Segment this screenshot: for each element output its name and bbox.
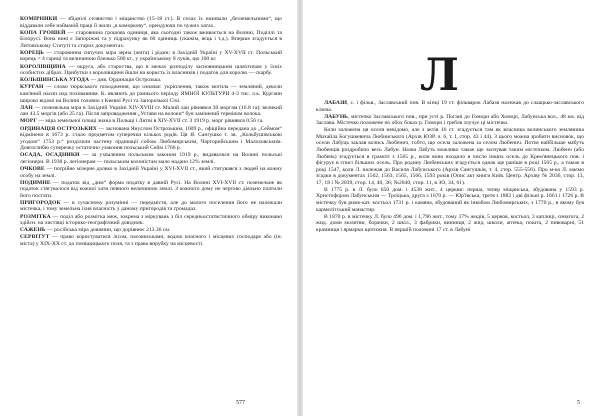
glossary-entry: [20, 180, 282, 200]
entry-definition: — слово тюркського походження, що означає: укріплення, також могила — земляний, деколи кам'яний насип над похованням. К. являють до раннього періоду ЯМНОЇ КУЛЬТУРИ 4-3 тис. л.к. Кургани широко відомі на Волині головно з Києвої Русі та Запорозької Січі.: [20, 84, 282, 104]
glossary-entry: [20, 152, 282, 165]
glossary-entry: [20, 126, 282, 152]
entry-term: КОПА ГРОШЕЙ: [20, 29, 66, 36]
entry-definition: — округа, або староства, що в межах розподілу засновницьким шляхтичам у їхніх особистих дібрах. Прибутки з королівщини йшли на користь їх власників і податок для королю — скарбу.: [20, 63, 282, 77]
entry-term: ПРИГОРОДОК: [20, 199, 61, 206]
entry-term: КОМІРНИКИ: [20, 16, 58, 22]
article-paragraph: [316, 100, 584, 113]
glossary-entry: [20, 77, 282, 84]
entry-definition: — див. Ординація Острозька.: [89, 77, 162, 84]
entry-term: ЛАН: [20, 104, 33, 111]
article-paragraph: [316, 187, 584, 213]
section-letter: Л: [420, 50, 461, 101]
entry-definition: — старовинна сипучих міра зерна (жита) і рідин; в Західній Україні у XV-XVII ст. Польський корець = 4 гарнці та величиною близько 500 кг., у українському 8 луків, що 100 кг.: [20, 49, 282, 63]
entry-definition: — заснована Януслом Острозьким, 1609 р., офіційна передана до „Сеймом“ відмінено в 1673 р. стало предметом суперечки кількох родів. Ця Я. Санґушко т. зв. „Кольбушівською угодою“ 1753 р.“ розділили частину ординації собою Любомирським, Чарторийським і Малоховським. Довгоглибю суперечку остаточно узаконив польський Сейм 1766 р.: [20, 125, 282, 152]
glossary-entry: [20, 227, 282, 234]
entry-definition: — поземельна міра в Західній Україні XIV-XVIII ст. Малий лан рівнявся 30 моргам (16.8 га); великий лан 43.5 моргів (або 25 га). Після запровадження „Устави на волоки“ був замінений терміном волока.: [20, 104, 282, 118]
glossary-entry: [20, 84, 282, 104]
left-page-number: 577: [236, 400, 245, 406]
glossary-column: [20, 16, 282, 248]
article-paragraph: [316, 214, 584, 234]
glossary-entry: [20, 30, 282, 50]
entry-term: РОЗМІТКА: [20, 213, 51, 220]
glossary-entry: [20, 118, 282, 125]
entry-term: КОРОЛІВЩИНА: [20, 63, 66, 70]
article-text: В 1870 р. в містечку Л. було 496 дом. і 1,796 жит., тому 37% жидів, 5 церков, костьол, 3 каплиці, синагога, 2 жид. доми молитви, борачки, 2 шкіл., 3 фабрики, винниця, 2 жид. школи, аптека, пошта, 2 пивоварні, 51 крамниця і ярмарки щотижня. В першій половині 17 ст. в Лабуні: [316, 213, 584, 233]
right-page: [300, 0, 600, 416]
right-page-number: 5: [577, 400, 580, 406]
glossary-entry: [20, 50, 282, 63]
entry-term: СЕРВІТУТ: [20, 234, 50, 241]
entry-definition: — поділ або розмітка меж, зокрема з міркувань з біл середньостатистичного обміру виконано здійсн. на листівці історико-географічний довідник.: [20, 213, 282, 227]
entry-term: САЖЕНЬ: [20, 227, 46, 234]
article-term: ЛАБАЗИ: [324, 100, 348, 106]
glossary-entry: [20, 234, 282, 247]
entry-definition: — російська міра довжини, що дорівнює 213.36 см.: [45, 227, 171, 234]
entry-term: КУРГАН: [20, 84, 44, 91]
article-term: ЛАБУНЬ: [324, 113, 348, 120]
glossary-entry: [20, 16, 282, 29]
entry-definition: — право користуватися лісом, пасовиськами, водою власного і місцевих господаря або (ін. міста) у XIX-XX ст. до поміщицького поля, та з права вирубку на місцевості.: [20, 234, 282, 247]
entry-term: ПОДИМНЕ: [20, 179, 51, 186]
article-text: , містечко Заславського пов., при усті р. Погані до Гомори або Хоморі, Лабунська вол., 48 км. від Заслава. Містечко положене по обох боках р. Гомори і гребля злучує ці містечко.: [316, 113, 584, 127]
entry-definition: — старовинна грошова одиниця, яка сьогодні також вживається на Волині, Поділлі та Білорусі. Вона нині є Запоріжжі та у підрахунку як 60 одиниць (скажім, яєць і т.д.). Вперше згадується в Литовському Статуті та старих документах.: [20, 29, 282, 49]
entry-term: ОСАДА, ОСАДНИКИ: [20, 152, 80, 159]
entry-definition: — податок від „дим“ форма податку в давній Русі. На Волині XVI-XVII ст. поземельне як податок стягувалося від кожної хати певного величиною землі. З кожного дому не чергово діяльно платили його постати.: [20, 179, 282, 199]
entry-term: КОРЕЦЬ: [20, 49, 45, 56]
article-column: [316, 100, 584, 234]
article-text: В 1775 р. в Л. було 650 дом. і 4538 жит., 4 церкви: перша, тепер міщанська, збудована у 1593 р. Христофором Лабунським — Троїцька, друга з 1670 р. — Юр'ївська, третя з 1882 і дві фільні р. 1661 і 1726 р. В містечку був римо-кат. костьол 1731 р. і камяна, збудований як інкобом Любомирських, з 1770 р., в якому був кармелітський манастир.: [316, 186, 584, 213]
glossary-entry: [20, 214, 282, 227]
glossary-entry: [20, 200, 282, 213]
glossary-entry: [20, 105, 282, 118]
entry-term: МОРГ: [20, 118, 38, 125]
article-text: Коли заложена ця оселя невідомо, але з актів 16 ст. згадується там як власника волинського землянина Михайла Богушкевича Любинського (Архів ЮЗР. ч. 6, т. I, стор. 43 і 44). З цього можна зробити висновок, що осели Лабуць заклав колись Любенич, тобто, що осела заложена за селом Любенич. Потім найбільше мабуть Любенців роздробило весь Лабун. Назва Лабуть можливо також ще заснував таким містечком. Любенч (або Любень) згадується в грамоті з 1565 р., коли воно входило в число інших осель до Крем'янецького пов. і фігурує в списі більших осель. Про родину Любенських згадується однак ще раніше в році 1565 р., а також в році 1547, коли Л. належав до Василя Лабунського (Архів Сангушків, т. 4, стор. 555-556). Про м-ко Л. маємо згадки в документах 1562, 1563, 1565, 1566, 1593 років (Опис акт книги Київ. Центр. Архіву № 2036, стор. 13, 17, 18 і № 2039, стор. 14, 40, 36; №2040, стор. 11, в ЗО, 34, 61).: [316, 127, 584, 186]
entry-definition: — збіднілі селянство і міщанство (15-18 ст.). В селах їх називали „безземельними“, що віддавали себе найманій праці й жили „в коморкову“, орендуючи по чужих хатах.: [20, 16, 282, 29]
entry-definition: — міра земельної площі знана в Польщі і Литві в XIV-XVII ст. З 1919 р. морг рівнявся 0.56 га.: [37, 118, 264, 125]
entry-term: КОЛЬШИНСЬКА УГОДА: [20, 77, 90, 84]
article-paragraph: [316, 127, 584, 186]
entry-definition: — в сучасному розумінні — передмістя, але до малого поселення його не належали містечка, і тому земельна їхня власність у даному пригородів та громадах.: [20, 199, 282, 213]
entry-definition: — за ухваленим польським законом 1919 р., видавалися на Волині польські легіонери. В 1938 р. легіонерам — польським колоністам мало надано 12% землі.: [20, 152, 282, 165]
glossary-entry: [20, 166, 282, 179]
entry-term: ОЧКОВЕ: [20, 165, 45, 172]
glossary-entry: [20, 64, 282, 77]
article-text: , с. і фільв., Заславський пов. В кінці 19 ст. фільварок Лабазя належав до слаацько-заславського ключа.: [316, 100, 584, 113]
article-paragraph: [316, 114, 584, 127]
entry-term: ОРДИНАЦІЯ ОСТРОЗЬКИХ: [20, 125, 97, 132]
entry-definition: — потрійне мізерне далеко в Західній Україні у XVI-XVII ст., який стягувався з людей на кожну особу на землі.: [20, 165, 282, 179]
